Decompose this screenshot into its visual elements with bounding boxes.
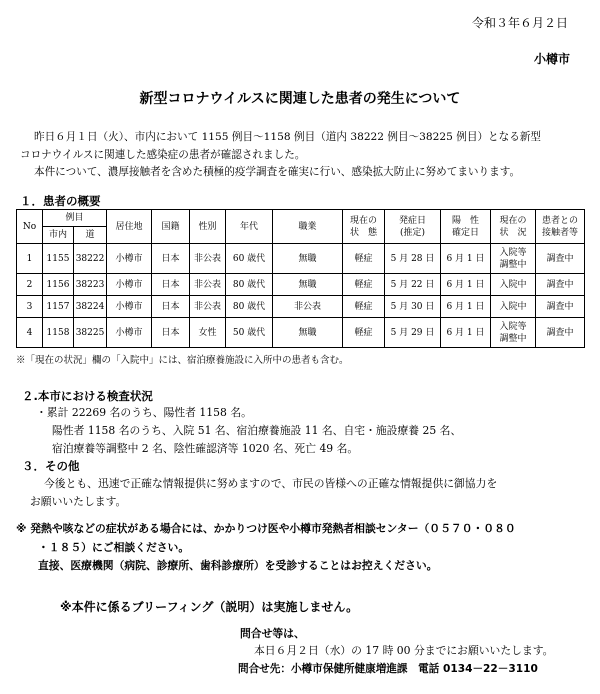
contact-line-3: 問合せ先：小樽市保健所健康増進課 電話 0134－22－3110 <box>238 663 538 675</box>
cell-age: 60 歳代 <box>226 244 273 274</box>
cell-age: 50 歳代 <box>226 318 273 348</box>
header-residence: 居住地 <box>107 210 152 244</box>
cell-confirm: 6 月 1 日 <box>441 274 491 296</box>
intro-line-2: コロナウイルスに関連した感染症の患者が確認されました。 <box>20 149 306 161</box>
cell-sex: 女性 <box>190 318 226 348</box>
cell-current: 入院中 <box>491 274 536 296</box>
header-case: 例目 <box>43 210 107 227</box>
header-nationality: 国籍 <box>152 210 190 244</box>
cell-city-no: 1157 <box>43 296 74 318</box>
cell-no: 3 <box>17 296 43 318</box>
contact-line-1: 問合せ等は、 <box>240 627 305 640</box>
cell-pref-no: 38223 <box>74 274 107 296</box>
cell-status: 軽症 <box>343 318 385 348</box>
table-header-row <box>17 210 585 227</box>
other-line-2: お願いいたします。 <box>30 495 127 508</box>
notice-line-1: ※ 発熱や咳などの症状がある場合には、かかりつけ医や小樽市発熱者相談センター（０５７０・０８０ <box>16 522 516 535</box>
cell-status: 軽症 <box>343 274 385 296</box>
cell-contact: 調査中 <box>536 296 585 318</box>
cell-city-no: 1158 <box>43 318 74 348</box>
cell-age: 80 歳代 <box>226 296 273 318</box>
cell-occupation: 無職 <box>273 274 343 296</box>
cell-onset: 5 月 28 日 <box>385 244 441 274</box>
cell-nationality: 日本 <box>152 274 190 296</box>
header-contact: 患者との 接触者等 <box>536 210 585 244</box>
cell-city-no: 1156 <box>43 274 74 296</box>
table-note: ※「現在の状況」欄の「入院中」には、宿泊療養施設に入所中の患者も含む。 <box>16 355 349 366</box>
other-line-1: 今後とも、迅速で正確な情報提供に努めますので、市民の皆様への正確な情報提供に御協力を <box>44 477 498 490</box>
table-row <box>17 244 585 274</box>
cell-city-no: 1155 <box>43 244 74 274</box>
cell-residence: 小樽市 <box>107 296 152 318</box>
section1-heading: １．患者の概要 <box>20 194 101 208</box>
cell-contact: 調査中 <box>536 318 585 348</box>
table-row <box>17 318 585 348</box>
document-title: 新型コロナウイルスに関連した患者の発生について <box>139 91 461 107</box>
section2-heading: ２.本市における検査状況 <box>22 389 153 403</box>
cell-sex: 非公表 <box>190 296 226 318</box>
cell-onset: 5 月 30 日 <box>385 296 441 318</box>
cell-current: 入院等 調整中 <box>491 318 536 348</box>
header-city-no: 市内 <box>43 227 74 244</box>
cell-status: 軽症 <box>343 296 385 318</box>
contact-line-2: 本日６月２日（水）の 17 時 00 分までにお願いいたします。 <box>254 644 554 657</box>
cell-occupation: 無職 <box>273 244 343 274</box>
cell-confirm: 6 月 1 日 <box>441 296 491 318</box>
cell-age: 80 歳代 <box>226 274 273 296</box>
intro-line-1: 昨日６月１日（火）、市内において 1155 例目～1158 例目（道内 38222 例目～38225 例目）となる新型 <box>34 131 542 143</box>
cell-contact: 調査中 <box>536 244 585 274</box>
header-sex: 性別 <box>190 210 226 244</box>
header-onset: 発症日 (推定) <box>385 210 441 244</box>
cell-no: 4 <box>17 318 43 348</box>
intro-line-3: 本件について、濃厚接触者を含めた積極的疫学調査を確実に行い、感染拡大防止に努めてまいります。 <box>34 166 521 178</box>
patient-table <box>16 209 585 348</box>
cell-pref-no: 38225 <box>74 318 107 348</box>
notice-line-3: 直接、医療機関（病院、診療所、歯科診療所）を受診することはお控えください。 <box>38 559 438 572</box>
cell-residence: 小樽市 <box>107 318 152 348</box>
cell-residence: 小樽市 <box>107 274 152 296</box>
cell-nationality: 日本 <box>152 296 190 318</box>
cell-confirm: 6 月 1 日 <box>441 244 491 274</box>
cell-occupation: 無職 <box>273 318 343 348</box>
cell-status: 軽症 <box>343 244 385 274</box>
cell-current: 入院等 調整中 <box>491 244 536 274</box>
cell-contact: 調査中 <box>536 274 585 296</box>
cell-nationality: 日本 <box>152 318 190 348</box>
cell-sex: 非公表 <box>190 244 226 274</box>
cell-no: 1 <box>17 244 43 274</box>
table-row <box>17 296 585 318</box>
section3-heading: ３．その他 <box>22 459 80 473</box>
test-summary-line-3: 宿泊療養等調整中 2 名、陰性確認済等 1020 名、死亡 49 名。 <box>52 442 359 455</box>
header-status: 現在の 状 態 <box>343 210 385 244</box>
cell-residence: 小樽市 <box>107 244 152 274</box>
header-pref-no: 道 <box>74 227 107 244</box>
cell-pref-no: 38224 <box>74 296 107 318</box>
header-confirm: 陽 性 確定日 <box>441 210 491 244</box>
test-summary-line-2: 陽性者 1158 名のうち、入院 51 名、宿泊療養施設 11 名、自宅・施設療養 25 名、 <box>52 424 462 437</box>
cell-no: 2 <box>17 274 43 296</box>
document-date: 令和３年６月２日 <box>471 16 568 30</box>
cell-confirm: 6 月 1 日 <box>441 318 491 348</box>
test-summary-line-1: ・累計 22269 名のうち、陽性者 1158 名。 <box>36 406 252 419</box>
cell-current: 入院中 <box>491 296 536 318</box>
header-current: 現在の 状 況 <box>491 210 536 244</box>
table-row <box>17 274 585 296</box>
cell-sex: 非公表 <box>190 274 226 296</box>
issuer-city: 小樽市 <box>533 52 570 66</box>
cell-onset: 5 月 22 日 <box>385 274 441 296</box>
header-no: No <box>17 210 43 244</box>
cell-pref-no: 38222 <box>74 244 107 274</box>
briefing-notice: ※本件に係るブリーフィング（説明）は実施しません。 <box>60 600 359 614</box>
cell-occupation: 非公表 <box>273 296 343 318</box>
header-age: 年代 <box>226 210 273 244</box>
cell-onset: 5 月 29 日 <box>385 318 441 348</box>
notice-line-2: ・１８５）にご相談ください。 <box>38 541 190 554</box>
header-occupation: 職業 <box>273 210 343 244</box>
cell-nationality: 日本 <box>152 244 190 274</box>
